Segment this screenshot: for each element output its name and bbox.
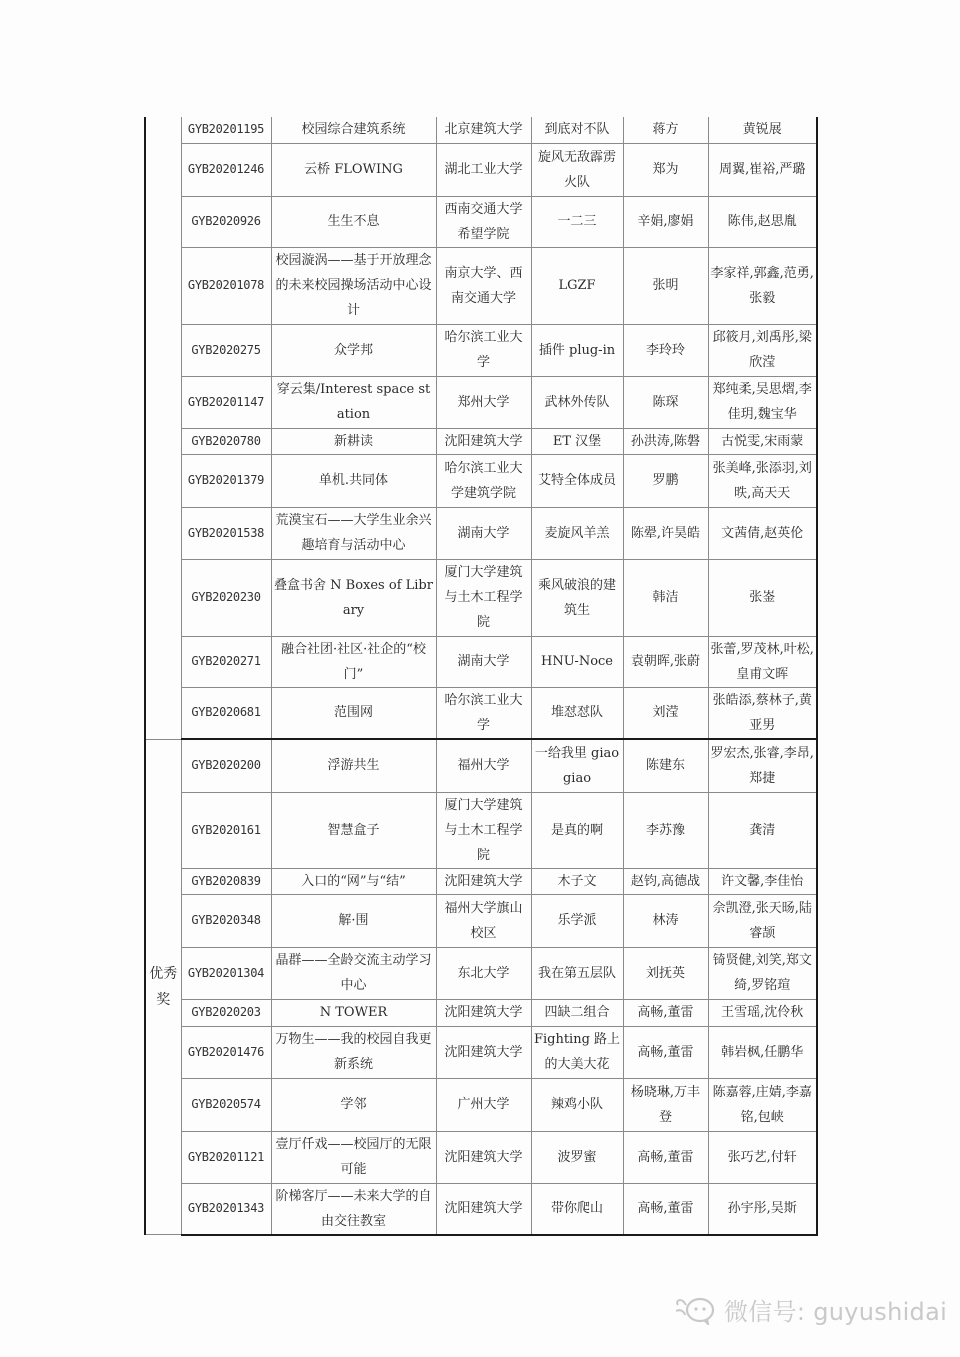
project-title-cell: 叠盒书舍 N Boxes of Library [271, 559, 436, 636]
team-name-cell: LGZF [531, 247, 623, 324]
wechat-icon [674, 1295, 720, 1325]
school-cell: 沈阳建筑大学 [436, 1026, 531, 1078]
project-code-cell: GYB20201304 [181, 947, 271, 999]
members-cell: 王雪瑶,沈伶秋 [708, 999, 817, 1026]
team-name-cell: 乐学派 [531, 894, 623, 947]
project-code-cell: GYB2020681 [181, 687, 271, 739]
team-name-cell: 木子文 [531, 868, 623, 894]
project-title-cell: 智慧盒子 [271, 792, 436, 868]
wechat-watermark [674, 1292, 947, 1327]
advisor-cell: 刘抚英 [623, 947, 708, 999]
advisor-cell: 李玲玲 [623, 324, 708, 376]
team-name-cell: 旋风无敌霹雳火队 [531, 143, 623, 196]
school-cell: 湖南大学 [436, 636, 531, 687]
advisor-cell: 陈建东 [623, 739, 708, 792]
advisor-cell: 韩洁 [623, 559, 708, 636]
members-cell: 张蕾,罗茂林,叶松,皇甫文晖 [708, 636, 817, 687]
advisor-cell: 罗鹏 [623, 454, 708, 507]
project-code-cell: GYB2020926 [181, 196, 271, 247]
project-title-cell: 云桥 FLOWING [271, 143, 436, 196]
members-cell: 郑纯柔,吴思熠,李佳玥,魏宝华 [708, 376, 817, 428]
school-cell: 湖北工业大学 [436, 143, 531, 196]
members-cell: 张美峰,张添羽,刘昳,高天天 [708, 454, 817, 507]
team-name-cell: 乘风破浪的建筑生 [531, 559, 623, 636]
project-code-cell: GYB20201246 [181, 143, 271, 196]
project-title-cell: 生生不息 [271, 196, 436, 247]
team-name-cell: 艾特全体成员 [531, 454, 623, 507]
project-code-cell: GYB2020275 [181, 324, 271, 376]
team-name-cell: 麦旋风羊羔 [531, 507, 623, 559]
table-row [145, 868, 817, 894]
members-cell: 佘凯澄,张天旸,陆睿颉 [708, 894, 817, 947]
school-cell: 沈阳建筑大学 [436, 999, 531, 1026]
members-cell: 周翼,崔裕,严璐 [708, 143, 817, 196]
members-cell: 韩岩枫,任鹏华 [708, 1026, 817, 1078]
members-cell: 张皓添,蔡林子,黄亚男 [708, 687, 817, 739]
members-cell: 陈嘉蓉,庄婧,李嘉铭,包峡 [708, 1078, 817, 1131]
project-code-cell: GYB2020230 [181, 559, 271, 636]
table-row [145, 894, 817, 947]
project-title-cell: 校园综合建筑系统 [271, 117, 436, 143]
members-cell: 李家祥,郭鑫,范勇,张毅 [708, 247, 817, 324]
award-category-cell: 优秀奖 [145, 739, 181, 1235]
advisor-cell: 杨晓琳,万丰登 [623, 1078, 708, 1131]
project-title-cell: 单机.共同体 [271, 454, 436, 507]
advisor-cell: 袁朝晖,张蔚 [623, 636, 708, 687]
advisor-cell: 辛娟,廖娟 [623, 196, 708, 247]
table-row [145, 143, 817, 196]
team-name-cell: 是真的啊 [531, 792, 623, 868]
team-name-cell: 武林外传队 [531, 376, 623, 428]
school-cell: 沈阳建筑大学 [436, 1131, 531, 1183]
school-cell: 西南交通大学希望学院 [436, 196, 531, 247]
team-name-cell: 堆怼怼队 [531, 687, 623, 739]
table-body [145, 117, 817, 1235]
school-cell: 哈尔滨工业大学 [436, 687, 531, 739]
members-cell: 龚清 [708, 792, 817, 868]
school-cell: 厦门大学建筑与土木工程学院 [436, 559, 531, 636]
project-code-cell: GYB20201476 [181, 1026, 271, 1078]
project-code-cell: GYB20201343 [181, 1183, 271, 1235]
advisor-cell: 陈翚,许昊皓 [623, 507, 708, 559]
table-row [145, 1078, 817, 1131]
school-cell: 郑州大学 [436, 376, 531, 428]
project-title-cell: 入口的“网”与“结” [271, 868, 436, 894]
advisor-cell: 陈琛 [623, 376, 708, 428]
table-row [145, 117, 817, 143]
team-name-cell: 辣鸡小队 [531, 1078, 623, 1131]
school-cell: 东北大学 [436, 947, 531, 999]
project-code-cell: GYB2020161 [181, 792, 271, 868]
team-name-cell: HNU-Noce [531, 636, 623, 687]
team-name-cell: 我在第五层队 [531, 947, 623, 999]
advisor-cell: 孙洪涛,陈磐 [623, 428, 708, 454]
project-code-cell: GYB2020780 [181, 428, 271, 454]
project-code-cell: GYB20201078 [181, 247, 271, 324]
members-cell: 孙宇彤,吴斯 [708, 1183, 817, 1235]
table-row [145, 947, 817, 999]
table-row [145, 1183, 817, 1235]
table-row [145, 636, 817, 687]
school-cell: 湖南大学 [436, 507, 531, 559]
table-row [145, 428, 817, 454]
school-cell: 哈尔滨工业大学 [436, 324, 531, 376]
school-cell: 哈尔滨工业大学建筑学院 [436, 454, 531, 507]
watermark-text: 微信号: guyushidai [724, 1298, 948, 1326]
project-title-cell: 解·围 [271, 894, 436, 947]
project-title-cell: 浮游共生 [271, 739, 436, 792]
school-cell: 南京大学、西南交通大学 [436, 247, 531, 324]
project-code-cell: GYB20201379 [181, 454, 271, 507]
team-name-cell: ET 汉堡 [531, 428, 623, 454]
team-name-cell: 一给我里 giaogiao [531, 739, 623, 792]
award-category-cell [145, 117, 181, 739]
team-name-cell: 到底对不队 [531, 117, 623, 143]
project-title-cell: 晶群——全龄交流主动学习中心 [271, 947, 436, 999]
table-row [145, 507, 817, 559]
school-cell: 福州大学 [436, 739, 531, 792]
project-title-cell: 万物生——我的校园自我更新系统 [271, 1026, 436, 1078]
table-row [145, 454, 817, 507]
members-cell: 许文馨,李佳怡 [708, 868, 817, 894]
members-cell: 古悦雯,宋雨蒙 [708, 428, 817, 454]
table-row [145, 559, 817, 636]
project-title-cell: 壹厅仟戏——校园厅的无限可能 [271, 1131, 436, 1183]
project-code-cell: GYB2020839 [181, 868, 271, 894]
members-cell: 锜贤健,刘笑,郑文绮,罗铭瑄 [708, 947, 817, 999]
project-title-cell: 新耕读 [271, 428, 436, 454]
school-cell: 沈阳建筑大学 [436, 428, 531, 454]
project-code-cell: GYB2020348 [181, 894, 271, 947]
members-cell: 张巧艺,付轩 [708, 1131, 817, 1183]
team-name-cell: 波罗蜜 [531, 1131, 623, 1183]
table-row [145, 1131, 817, 1183]
project-title-cell: N TOWER [271, 999, 436, 1026]
members-cell: 文茜倩,赵英伦 [708, 507, 817, 559]
table-row [145, 739, 817, 792]
advisor-cell: 林涛 [623, 894, 708, 947]
school-cell: 沈阳建筑大学 [436, 1183, 531, 1235]
advisor-cell: 张明 [623, 247, 708, 324]
school-cell: 沈阳建筑大学 [436, 868, 531, 894]
table-row [145, 687, 817, 739]
members-cell: 罗宏杰,张睿,李昂,郑捷 [708, 739, 817, 792]
table-row [145, 324, 817, 376]
project-code-cell: GYB20201538 [181, 507, 271, 559]
table-row [145, 999, 817, 1026]
school-cell: 北京建筑大学 [436, 117, 531, 143]
project-code-cell: GYB20201121 [181, 1131, 271, 1183]
table-row [145, 376, 817, 428]
project-title-cell: 校园漩涡——基于开放理念的未来校园操场活动中心设计 [271, 247, 436, 324]
table-row [145, 247, 817, 324]
team-name-cell: 四缺二组合 [531, 999, 623, 1026]
project-title-cell: 阶梯客厅——未来大学的自由交往教室 [271, 1183, 436, 1235]
project-code-cell: GYB2020200 [181, 739, 271, 792]
advisor-cell: 郑为 [623, 143, 708, 196]
advisor-cell: 赵钧,高德战 [623, 868, 708, 894]
advisor-cell: 刘滢 [623, 687, 708, 739]
advisor-cell: 高畅,董雷 [623, 1026, 708, 1078]
members-cell: 黄锐展 [708, 117, 817, 143]
members-cell: 邱筱月,刘禹彤,梁欣滢 [708, 324, 817, 376]
school-cell: 广州大学 [436, 1078, 531, 1131]
project-code-cell: GYB2020574 [181, 1078, 271, 1131]
project-code-cell: GYB20201147 [181, 376, 271, 428]
project-title-cell: 众学邦 [271, 324, 436, 376]
project-code-cell: GYB2020203 [181, 999, 271, 1026]
project-title-cell: 范围网 [271, 687, 436, 739]
members-cell: 陈伟,赵思胤 [708, 196, 817, 247]
project-title-cell: 穿云集/Interest space station [271, 376, 436, 428]
school-cell: 福州大学旗山校区 [436, 894, 531, 947]
team-name-cell: 带你爬山 [531, 1183, 623, 1235]
team-name-cell: 插件 plug-in [531, 324, 623, 376]
school-cell: 厦门大学建筑与土木工程学院 [436, 792, 531, 868]
project-code-cell: GYB20201195 [181, 117, 271, 143]
advisor-cell: 高畅,董雷 [623, 1131, 708, 1183]
team-name-cell: Fighting 路上的大美大花 [531, 1026, 623, 1078]
advisor-cell: 蒋方 [623, 117, 708, 143]
advisor-cell: 李苏豫 [623, 792, 708, 868]
project-title-cell: 学邻 [271, 1078, 436, 1131]
table-row [145, 792, 817, 868]
project-title-cell: 荒漠宝石——大学生业余兴趣培育与活动中心 [271, 507, 436, 559]
members-cell: 张崟 [708, 559, 817, 636]
team-name-cell: 一二三 [531, 196, 623, 247]
advisor-cell: 高畅,董雷 [623, 999, 708, 1026]
table-row [145, 196, 817, 247]
award-list-table [144, 117, 818, 1236]
advisor-cell: 高畅,董雷 [623, 1183, 708, 1235]
project-code-cell: GYB2020271 [181, 636, 271, 687]
table-row [145, 1026, 817, 1078]
project-title-cell: 融合社团·社区·社企的“校门” [271, 636, 436, 687]
